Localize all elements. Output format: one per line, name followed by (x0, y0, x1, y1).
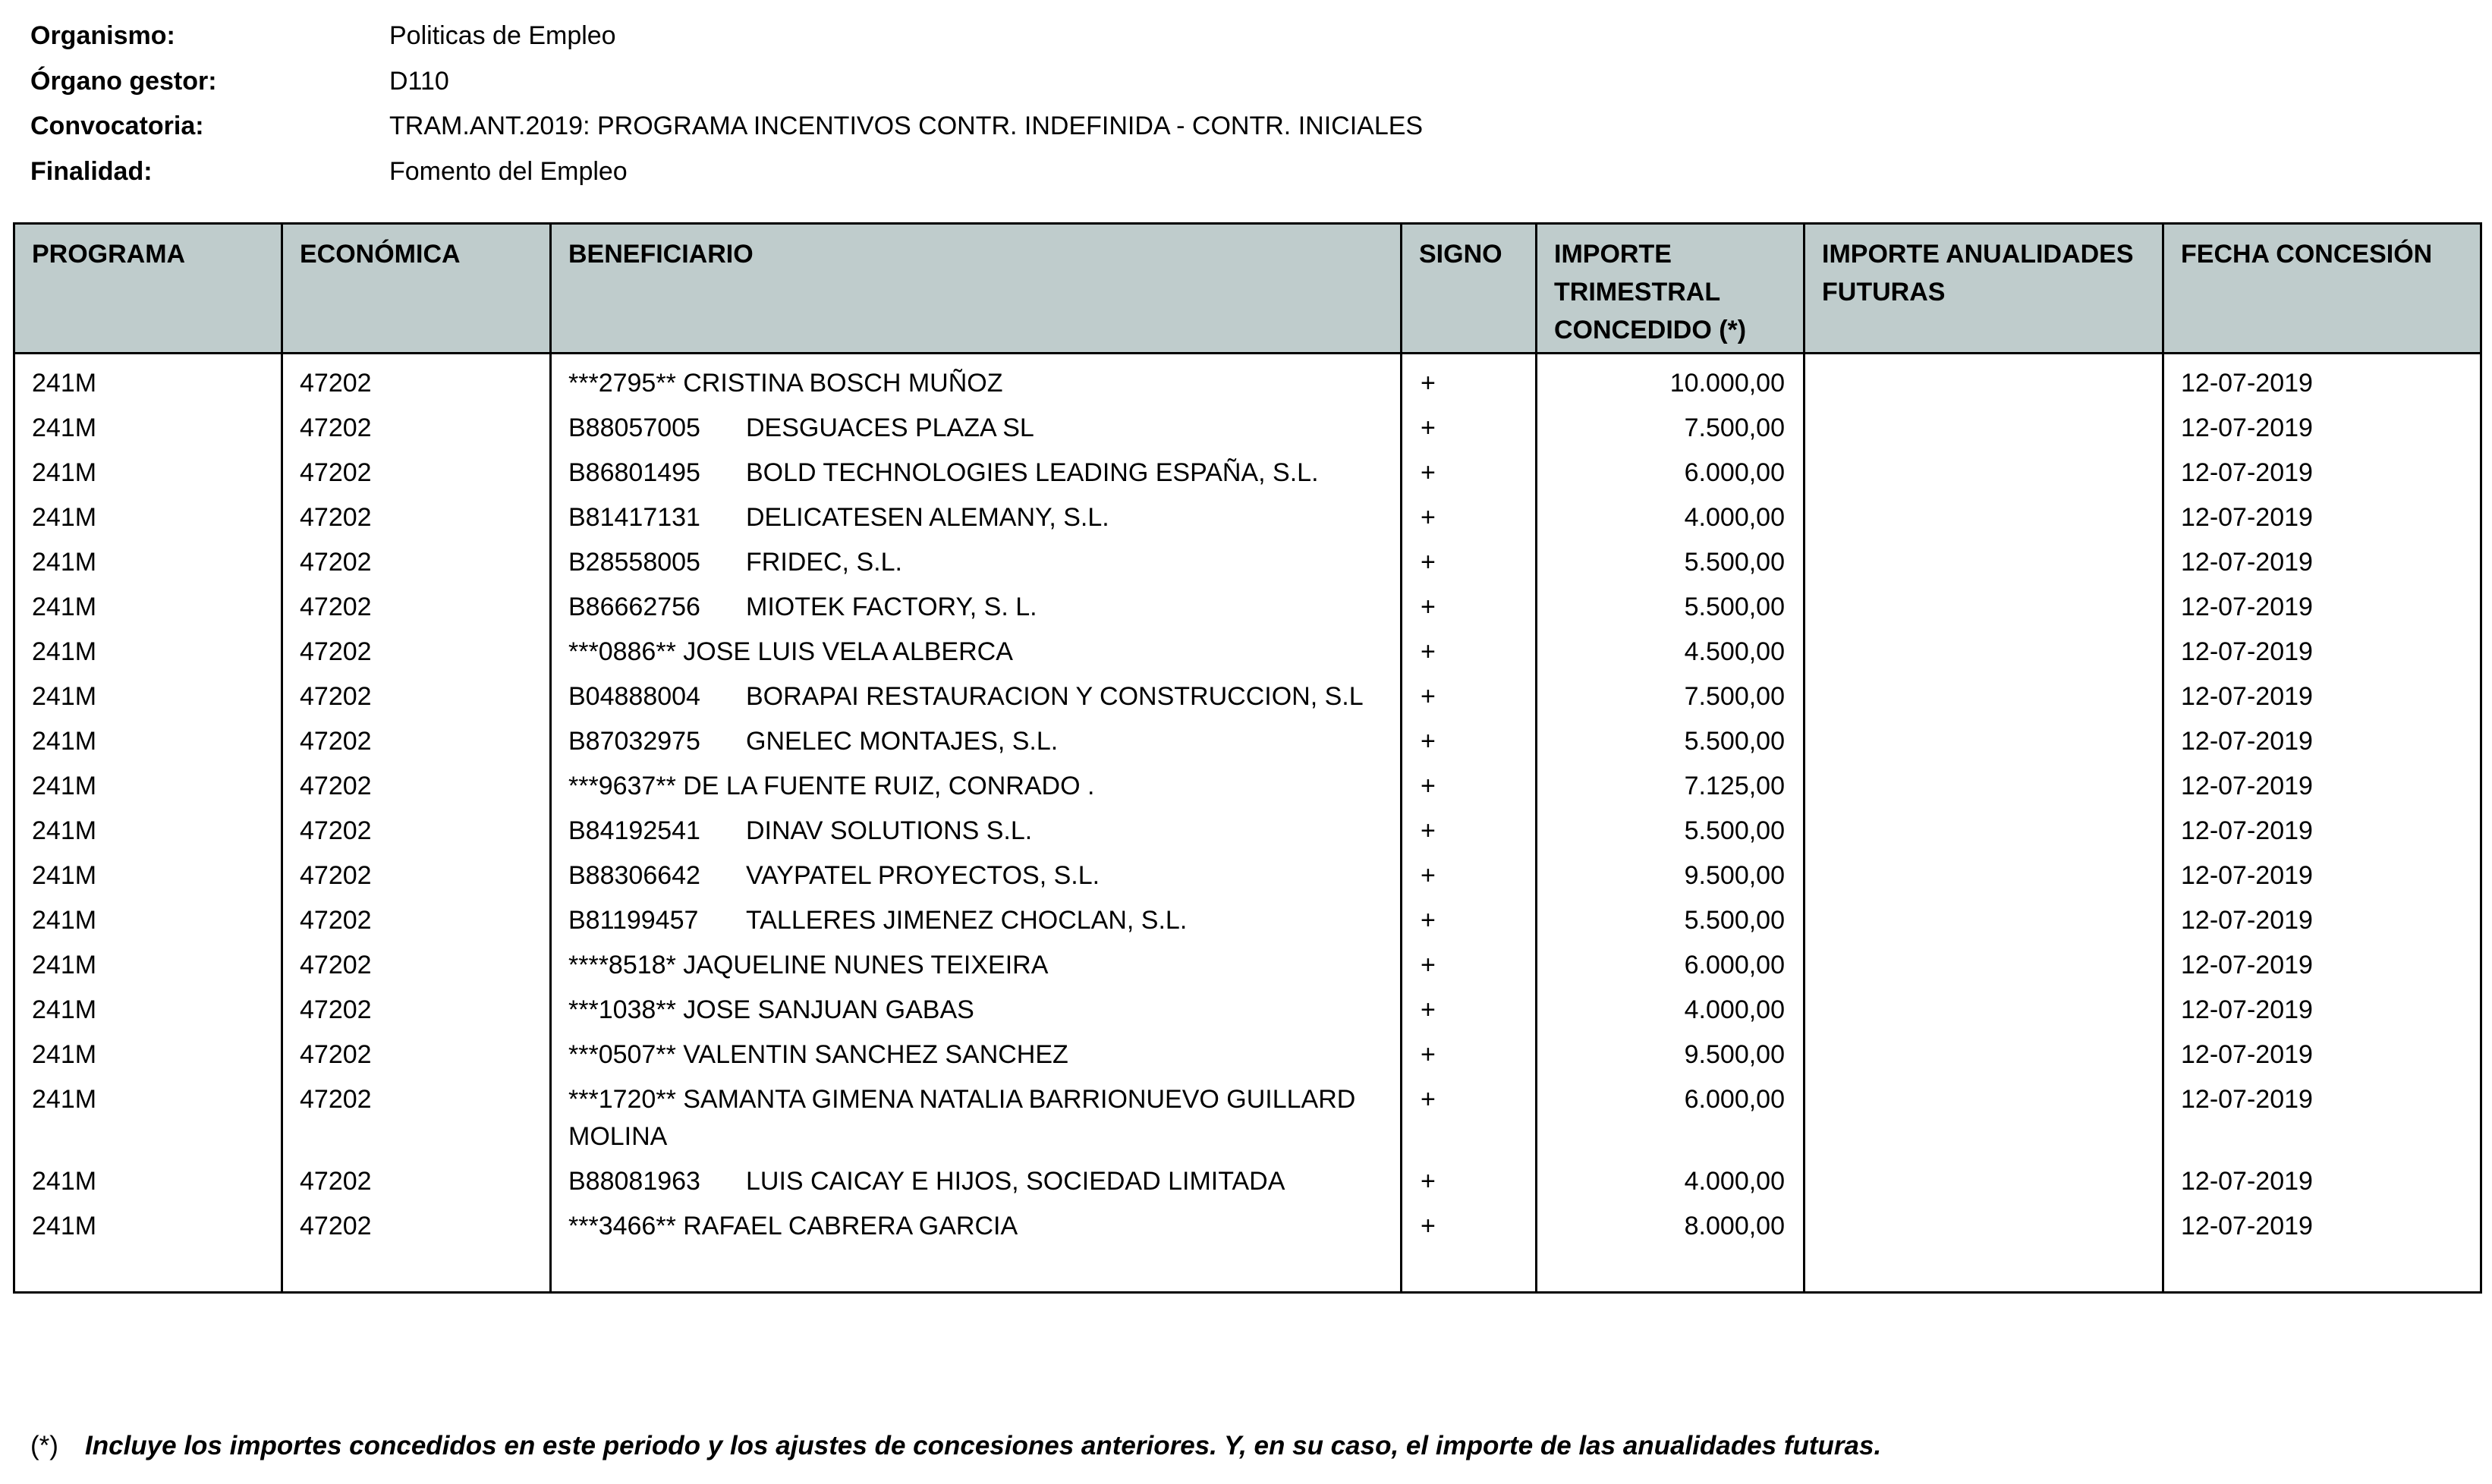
cell-signo: + (1402, 539, 1537, 584)
cell-programa: 241M (14, 674, 282, 718)
beneficiary-id: ***0507** (568, 1040, 676, 1069)
cell-programa: 241M (14, 405, 282, 450)
beneficiary-id: B88081963 (568, 1167, 700, 1196)
header-economica: ECONÓMICA (282, 224, 551, 354)
table-row (14, 495, 2481, 539)
table-row (14, 987, 2481, 1032)
cell-anualidades (1804, 450, 2163, 495)
table-row (14, 853, 2481, 898)
beneficiary-name: DELICATESEN ALEMANY, S.L. (746, 503, 1109, 532)
beneficiary-id: B86662756 (568, 593, 700, 621)
cell-signo: + (1402, 763, 1537, 808)
beneficiary-name: MIOTEK FACTORY, S. L. (746, 593, 1037, 621)
filler-cell (1804, 1248, 2163, 1292)
table-header-row (14, 224, 2481, 354)
cell-importe: 4.500,00 (1537, 629, 1804, 674)
beneficiary-name: BOLD TECHNOLOGIES LEADING ESPAÑA, S.L. (746, 458, 1319, 487)
header-beneficiario: BENEFICIARIO (551, 224, 1402, 354)
beneficiary-name: FRIDEC, S.L. (746, 548, 902, 577)
cell-economica: 47202 (282, 539, 551, 584)
cell-economica: 47202 (282, 987, 551, 1032)
cell-anualidades (1804, 584, 2163, 629)
beneficiary-id: B81417131 (568, 503, 700, 532)
beneficiary-id: ****8518* (568, 951, 676, 979)
cell-anualidades (1804, 898, 2163, 942)
cell-fecha: 12-07-2019 (2163, 539, 2481, 584)
cell-importe: 5.500,00 (1537, 539, 1804, 584)
cell-anualidades (1804, 405, 2163, 450)
table-row (14, 898, 2481, 942)
meta-organo-value: D110 (389, 66, 449, 96)
filler-cell (1402, 1248, 1537, 1292)
cell-signo: + (1402, 1077, 1537, 1159)
cell-fecha: 12-07-2019 (2163, 629, 2481, 674)
cell-importe: 5.500,00 (1537, 718, 1804, 763)
header-fecha: FECHA CONCESIÓN (2163, 224, 2481, 354)
cell-signo: + (1402, 629, 1537, 674)
cell-beneficiario (551, 1203, 1402, 1248)
cell-importe: 7.125,00 (1537, 763, 1804, 808)
cell-importe: 6.000,00 (1537, 1077, 1804, 1159)
cell-beneficiario (551, 354, 1402, 406)
cell-anualidades (1804, 987, 2163, 1032)
table-row (14, 1203, 2481, 1248)
beneficiary-id: B88306642 (568, 861, 700, 890)
beneficiary-id: B88057005 (568, 413, 700, 442)
cell-anualidades (1804, 853, 2163, 898)
beneficiary-name: JOSE SANJUAN GABAS (683, 995, 974, 1024)
cell-signo: + (1402, 495, 1537, 539)
cell-programa: 241M (14, 987, 282, 1032)
cell-economica: 47202 (282, 1032, 551, 1077)
cell-beneficiario (551, 495, 1402, 539)
filler-cell (551, 1248, 1402, 1292)
beneficiary-name: CRISTINA BOSCH MUÑOZ (683, 369, 1003, 398)
cell-anualidades (1804, 674, 2163, 718)
cell-economica: 47202 (282, 1077, 551, 1159)
beneficiary-name: DESGUACES PLAZA SL (746, 413, 1034, 442)
cell-programa: 241M (14, 1159, 282, 1203)
beneficiary-name: VAYPATEL PROYECTOS, S.L. (746, 861, 1100, 890)
cell-beneficiario (551, 942, 1402, 987)
cell-beneficiario (551, 584, 1402, 629)
footnote (30, 1431, 1881, 1461)
cell-economica: 47202 (282, 354, 551, 406)
cell-economica: 47202 (282, 405, 551, 450)
filler-cell (282, 1248, 551, 1292)
cell-fecha: 12-07-2019 (2163, 495, 2481, 539)
cell-importe: 6.000,00 (1537, 942, 1804, 987)
table-row (14, 718, 2481, 763)
table-row (14, 629, 2481, 674)
cell-beneficiario (551, 987, 1402, 1032)
cell-programa: 241M (14, 1077, 282, 1159)
meta-organismo (30, 14, 1423, 59)
cell-beneficiario (551, 1032, 1402, 1077)
cell-signo: + (1402, 718, 1537, 763)
cell-fecha: 12-07-2019 (2163, 763, 2481, 808)
cell-fecha: 12-07-2019 (2163, 853, 2481, 898)
cell-anualidades (1804, 942, 2163, 987)
beneficiary-id: B87032975 (568, 727, 700, 756)
cell-fecha: 12-07-2019 (2163, 674, 2481, 718)
filler-cell (1537, 1248, 1804, 1292)
cell-beneficiario (551, 1159, 1402, 1203)
cell-beneficiario (551, 1077, 1402, 1159)
cell-beneficiario (551, 808, 1402, 853)
cell-economica: 47202 (282, 763, 551, 808)
table-row (14, 1032, 2481, 1077)
cell-fecha: 12-07-2019 (2163, 1159, 2481, 1203)
cell-signo: + (1402, 674, 1537, 718)
cell-importe: 5.500,00 (1537, 584, 1804, 629)
cell-signo: + (1402, 354, 1537, 406)
footnote-mark: (*) (30, 1431, 58, 1460)
beneficiary-name: BORAPAI RESTAURACION Y CONSTRUCCION, S.L (746, 682, 1364, 711)
cell-importe: 9.500,00 (1537, 853, 1804, 898)
table-row (14, 763, 2481, 808)
meta-organismo-value: Politicas de Empleo (389, 21, 616, 51)
cell-beneficiario (551, 718, 1402, 763)
cell-fecha: 12-07-2019 (2163, 405, 2481, 450)
table-body (14, 354, 2481, 1293)
cell-importe: 4.000,00 (1537, 987, 1804, 1032)
beneficiary-name: RAFAEL CABRERA GARCIA (683, 1212, 1018, 1240)
cell-anualidades (1804, 354, 2163, 406)
cell-signo: + (1402, 450, 1537, 495)
cell-programa: 241M (14, 942, 282, 987)
beneficiary-name: SAMANTA GIMENA NATALIA BARRIONUEVO GUILLARD MOLINA (568, 1085, 1356, 1151)
cell-programa: 241M (14, 898, 282, 942)
cell-anualidades (1804, 539, 2163, 584)
table-row (14, 1159, 2481, 1203)
cell-economica: 47202 (282, 898, 551, 942)
cell-programa: 241M (14, 763, 282, 808)
cell-beneficiario (551, 629, 1402, 674)
cell-fecha: 12-07-2019 (2163, 1077, 2481, 1159)
beneficiary-name: JOSE LUIS VELA ALBERCA (683, 637, 1013, 666)
cell-fecha: 12-07-2019 (2163, 584, 2481, 629)
table-filler-row (14, 1248, 2481, 1292)
cell-fecha: 12-07-2019 (2163, 1203, 2481, 1248)
cell-signo: + (1402, 898, 1537, 942)
cell-anualidades (1804, 1159, 2163, 1203)
beneficiary-name: DINAV SOLUTIONS S.L. (746, 816, 1033, 845)
beneficiary-id: ***1720** (568, 1085, 676, 1114)
cell-anualidades (1804, 495, 2163, 539)
cell-beneficiario (551, 853, 1402, 898)
cell-fecha: 12-07-2019 (2163, 718, 2481, 763)
cell-economica: 47202 (282, 584, 551, 629)
filler-cell (2163, 1248, 2481, 1292)
meta-finalidad (30, 149, 1423, 195)
header-programa: PROGRAMA (14, 224, 282, 354)
concessions-table (13, 222, 2482, 1294)
cell-anualidades (1804, 808, 2163, 853)
filler-cell (14, 1248, 282, 1292)
cell-economica: 47202 (282, 629, 551, 674)
cell-programa: 241M (14, 853, 282, 898)
beneficiary-id: B28558005 (568, 548, 700, 577)
meta-finalidad-value: Fomento del Empleo (389, 156, 628, 186)
cell-economica: 47202 (282, 808, 551, 853)
cell-beneficiario (551, 539, 1402, 584)
footnote-text: Incluye los importes concedidos en este periodo y los ajustes de concesiones anteriores. Y, en su caso, el importe de las anualidades futuras. (85, 1431, 1882, 1460)
cell-importe: 7.500,00 (1537, 674, 1804, 718)
cell-importe: 5.500,00 (1537, 808, 1804, 853)
cell-beneficiario (551, 763, 1402, 808)
cell-signo: + (1402, 1159, 1537, 1203)
cell-economica: 47202 (282, 450, 551, 495)
cell-anualidades (1804, 763, 2163, 808)
beneficiary-id: B04888004 (568, 682, 700, 711)
cell-importe: 5.500,00 (1537, 898, 1804, 942)
beneficiary-name: LUIS CAICAY E HIJOS, SOCIEDAD LIMITADA (746, 1167, 1285, 1196)
table-row (14, 539, 2481, 584)
cell-anualidades (1804, 1077, 2163, 1159)
cell-beneficiario (551, 674, 1402, 718)
cell-importe: 9.500,00 (1537, 1032, 1804, 1077)
meta-convocatoria-label: Convocatoria: (30, 112, 204, 141)
cell-economica: 47202 (282, 674, 551, 718)
cell-anualidades (1804, 629, 2163, 674)
table-row (14, 584, 2481, 629)
meta-organismo-label: Organismo: (30, 21, 175, 51)
cell-importe: 10.000,00 (1537, 354, 1804, 406)
cell-importe: 7.500,00 (1537, 405, 1804, 450)
cell-signo: + (1402, 808, 1537, 853)
cell-importe: 8.000,00 (1537, 1203, 1804, 1248)
cell-importe: 4.000,00 (1537, 495, 1804, 539)
cell-anualidades (1804, 1203, 2163, 1248)
cell-fecha: 12-07-2019 (2163, 808, 2481, 853)
cell-signo: + (1402, 942, 1537, 987)
cell-programa: 241M (14, 1032, 282, 1077)
table-row (14, 1077, 2481, 1159)
beneficiary-id: ***3466** (568, 1212, 676, 1240)
cell-fecha: 12-07-2019 (2163, 354, 2481, 406)
cell-fecha: 12-07-2019 (2163, 942, 2481, 987)
table-row (14, 942, 2481, 987)
table-row (14, 808, 2481, 853)
beneficiary-id: ***0886** (568, 637, 676, 666)
cell-anualidades (1804, 718, 2163, 763)
cell-signo: + (1402, 853, 1537, 898)
meta-finalidad-label: Finalidad: (30, 156, 153, 186)
cell-economica: 47202 (282, 1203, 551, 1248)
cell-importe: 6.000,00 (1537, 450, 1804, 495)
cell-anualidades (1804, 1032, 2163, 1077)
header-importe-anualidades: IMPORTE ANUALIDADES FUTURAS (1804, 224, 2163, 354)
table-row (14, 674, 2481, 718)
beneficiary-name: JAQUELINE NUNES TEIXEIRA (683, 951, 1049, 979)
metadata-block (30, 14, 1423, 194)
meta-organo (30, 59, 1423, 105)
header-signo: SIGNO (1402, 224, 1537, 354)
cell-economica: 47202 (282, 718, 551, 763)
table-row (14, 354, 2481, 406)
cell-programa: 241M (14, 808, 282, 853)
cell-programa: 241M (14, 354, 282, 406)
beneficiary-id: ***9637** (568, 772, 676, 800)
beneficiary-id: B84192541 (568, 816, 700, 845)
cell-fecha: 12-07-2019 (2163, 987, 2481, 1032)
cell-signo: + (1402, 584, 1537, 629)
cell-programa: 241M (14, 495, 282, 539)
cell-economica: 47202 (282, 1159, 551, 1203)
header-importe-trimestral: IMPORTE TRIMESTRAL CONCEDIDO (*) (1537, 224, 1804, 354)
cell-programa: 241M (14, 718, 282, 763)
cell-fecha: 12-07-2019 (2163, 450, 2481, 495)
beneficiary-id: ***1038** (568, 995, 676, 1024)
table-row (14, 450, 2481, 495)
cell-signo: + (1402, 1203, 1537, 1248)
beneficiary-name: GNELEC MONTAJES, S.L. (746, 727, 1059, 756)
cell-beneficiario (551, 405, 1402, 450)
cell-programa: 241M (14, 629, 282, 674)
table-row (14, 405, 2481, 450)
beneficiary-name: TALLERES JIMENEZ CHOCLAN, S.L. (746, 906, 1188, 935)
cell-beneficiario (551, 898, 1402, 942)
beneficiary-id: B81199457 (568, 906, 699, 935)
cell-fecha: 12-07-2019 (2163, 1032, 2481, 1077)
cell-economica: 47202 (282, 942, 551, 987)
cell-economica: 47202 (282, 495, 551, 539)
cell-programa: 241M (14, 450, 282, 495)
cell-importe: 4.000,00 (1537, 1159, 1804, 1203)
meta-convocatoria (30, 104, 1423, 149)
cell-fecha: 12-07-2019 (2163, 898, 2481, 942)
cell-signo: + (1402, 405, 1537, 450)
cell-economica: 47202 (282, 853, 551, 898)
cell-programa: 241M (14, 1203, 282, 1248)
cell-programa: 241M (14, 539, 282, 584)
cell-programa: 241M (14, 584, 282, 629)
meta-convocatoria-value: TRAM.ANT.2019: PROGRAMA INCENTIVOS CONTR. INDEFINIDA - CONTR. INICIALES (389, 112, 1424, 141)
meta-organo-label: Órgano gestor: (30, 66, 217, 96)
cell-beneficiario (551, 450, 1402, 495)
beneficiary-id: ***2795** (568, 369, 676, 398)
beneficiary-name: VALENTIN SANCHEZ SANCHEZ (683, 1040, 1068, 1069)
beneficiary-name: DE LA FUENTE RUIZ, CONRADO . (683, 772, 1095, 800)
cell-signo: + (1402, 1032, 1537, 1077)
cell-signo: + (1402, 987, 1537, 1032)
beneficiary-id: B86801495 (568, 458, 700, 487)
